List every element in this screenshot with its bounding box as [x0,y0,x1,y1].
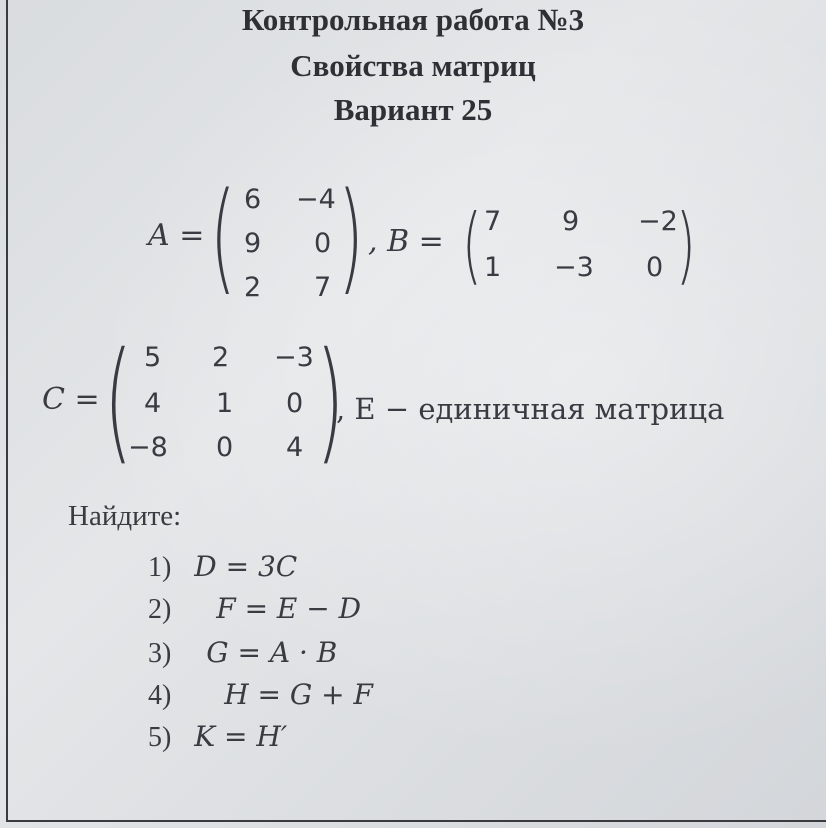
task-number: 5) [148,722,172,753]
test-title: Контрольная работа №3 [241,2,585,37]
task-formula: D = 3C [194,550,298,583]
task-item [148,720,287,754]
task-item [148,550,297,584]
matrix-a-cell: −4 [296,184,336,215]
task-formula: F = E − D [216,592,362,625]
task-number: 4) [148,680,172,711]
matrix-c-label: C = [42,382,100,417]
task-number: 2) [148,594,172,625]
task-number: 1) [148,552,172,583]
find-heading: Найдите: [68,500,182,532]
matrix-a-cell: 7 [314,272,332,303]
task-number: 3) [148,638,172,669]
matrix-c-cell: 1 [216,388,234,419]
test-subject: Свойства матриц [290,48,536,83]
matrix-b-left-paren: ( [462,196,482,294]
matrix-b-cell: 9 [562,206,580,237]
matrix-b-cell: −3 [554,252,594,283]
task-item [148,636,337,670]
test-variant: Вариант 25 [333,92,493,127]
matrix-c-cell: 4 [144,388,162,419]
matrix-c-cell: 5 [144,342,162,373]
matrix-c-right-paren: ) [316,324,345,478]
matrix-b-cell: 7 [484,206,502,237]
matrix-c-cell: 0 [216,432,234,463]
matrix-c-left-paren: ( [104,324,133,478]
task-formula: H = G + F [224,678,373,711]
task-item [148,678,373,712]
matrix-c-cell: −3 [274,342,314,373]
matrix-b-right-paren: ) [676,196,696,294]
matrix-a-right-paren: ) [338,168,364,307]
matrix-a-cell: 0 [314,228,332,259]
matrix-a-cell: 2 [244,272,262,303]
matrix-a-cell: 9 [244,228,262,259]
matrix-b-label: , B = [368,224,444,259]
task-formula: G = A · B [206,636,338,669]
matrix-b-cell: −2 [638,206,678,237]
matrix-c-cell: 0 [286,388,304,419]
matrix-a-label: A = [148,218,205,253]
matrix-c-cell: 2 [212,342,230,373]
task-item [148,592,361,626]
matrix-b-cell: 0 [646,252,664,283]
matrix-a-cell: 6 [244,184,262,215]
matrix-c-cell: 4 [286,432,304,463]
matrix-c-cell: −8 [128,432,168,463]
matrix-a-left-paren: ( [210,168,236,307]
task-formula: K = H′ [194,720,288,753]
matrix-b-cell: 1 [484,252,502,283]
identity-matrix-note: , E − единичная матрица [336,392,725,426]
frame-bottom-border [6,820,826,822]
